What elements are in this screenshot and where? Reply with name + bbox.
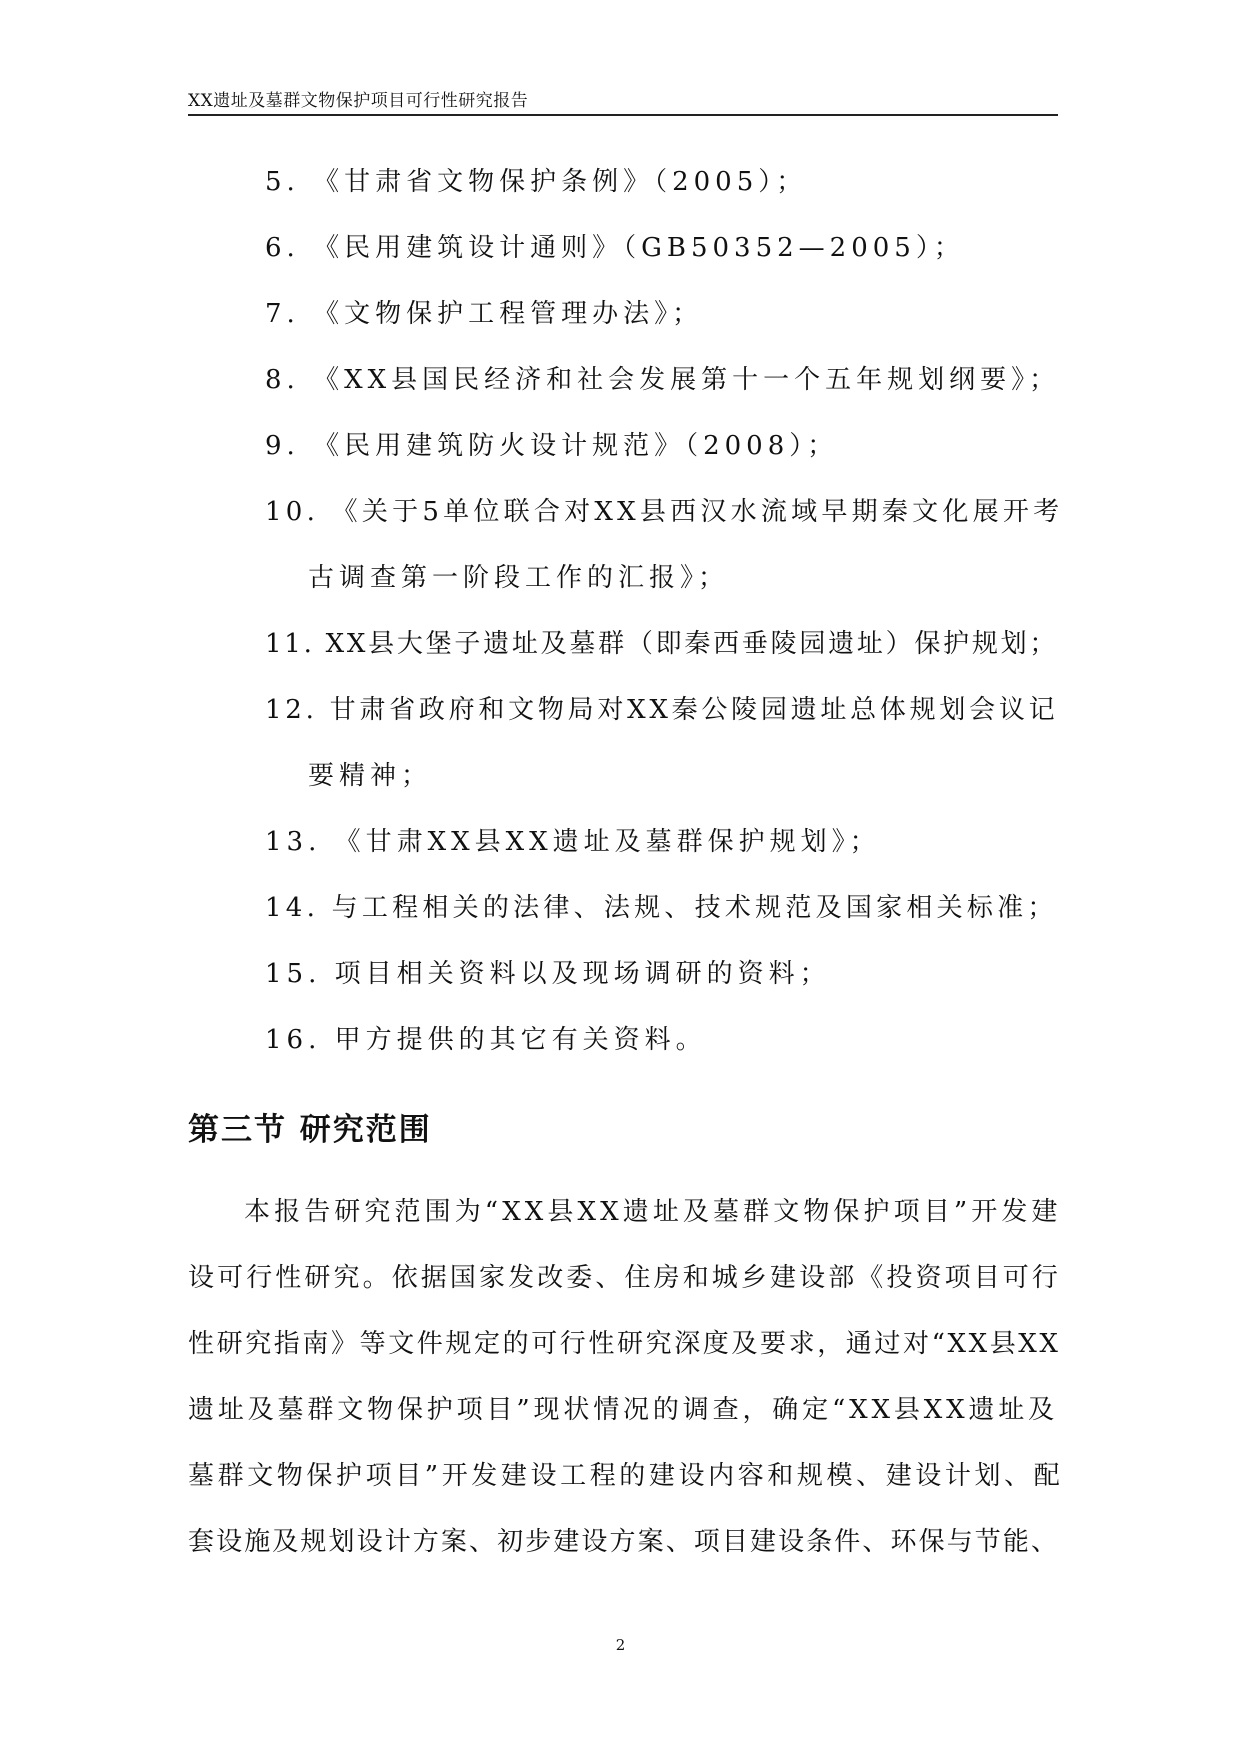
paragraph-line: 套设施及规划设计方案、初步建设方案、项目建设条件、环保与节能、 bbox=[188, 1527, 1060, 1557]
reference-item-continuation: 要精神； bbox=[308, 761, 433, 791]
reference-item: 15. 项目相关资料以及现场调研的资料； bbox=[265, 959, 831, 989]
reference-item: 5. 《甘肃省文物保护条例》（2005）； bbox=[265, 167, 808, 197]
reference-item-continuation: 古调查第一阶段工作的汇报》； bbox=[308, 563, 730, 593]
reference-item: 14. 与工程相关的法律、法规、技术规范及国家相关标准； bbox=[265, 893, 1058, 923]
reference-item: 6. 《民用建筑设计通则》（GB50352—2005）； bbox=[265, 233, 965, 263]
reference-item: 8. 《XX县国民经济和社会发展第十一个五年规划纲要》； bbox=[265, 365, 1061, 395]
page-header-title: XX遗址及墓群文物保护项目可行性研究报告 bbox=[188, 91, 529, 111]
reference-item: 10. 《关于5单位联合对XX县西汉水流域早期秦文化展开考 bbox=[265, 497, 1064, 527]
reference-item: 12. 甘肃省政府和文物局对XX秦公陵园遗址总体规划会议记 bbox=[265, 695, 1059, 725]
reference-item: 7. 《文物保护工程管理办法》； bbox=[265, 299, 704, 329]
paragraph-line: 墓群文物保护项目”开发建设工程的建设内容和规模、建设计划、配 bbox=[188, 1461, 1064, 1491]
paragraph-line: 本报告研究范围为“XX县XX遗址及墓群文物保护项目”开发建 bbox=[244, 1197, 1062, 1227]
section-heading: 第三节 研究范围 bbox=[188, 1112, 432, 1148]
paragraph-line: 遗址及墓群文物保护项目”现状情况的调查，确定“XX县XX遗址及 bbox=[188, 1395, 1058, 1425]
reference-item: 16. 甲方提供的其它有关资料。 bbox=[265, 1025, 707, 1055]
reference-item: 11. XX县大堡子遗址及墓群（即秦西垂陵园遗址）保护规划； bbox=[265, 629, 1059, 659]
paragraph-line: 设可行性研究。依据国家发改委、住房和城乡建设部《投资项目可行 bbox=[188, 1263, 1062, 1293]
paragraph-line: 性研究指南》等文件规定的可行性研究深度及要求，通过对“XX县XX bbox=[188, 1329, 1061, 1359]
page-number: 2 bbox=[615, 1636, 626, 1654]
reference-item: 9. 《民用建筑防火设计规范》（2008）； bbox=[265, 431, 839, 461]
reference-item: 13. 《甘肃XX县XX遗址及墓群保护规划》； bbox=[265, 827, 881, 857]
